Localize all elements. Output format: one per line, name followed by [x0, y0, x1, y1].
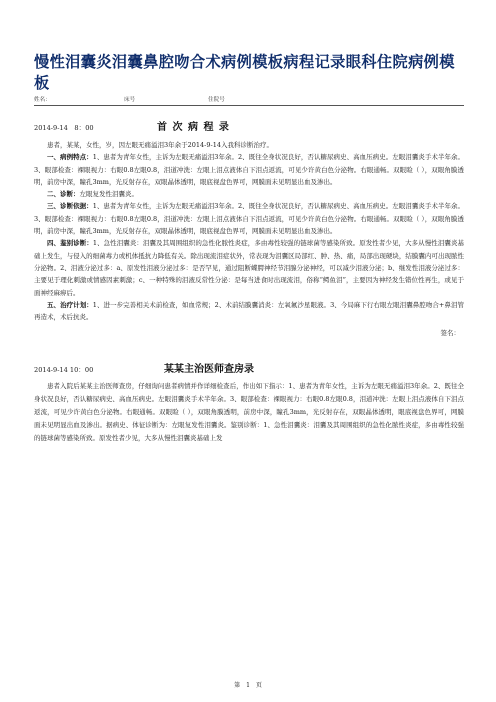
document-title: 慢性泪囊炎泪囊鼻腔吻合术病例模板病程记录眼科住院病例模板	[34, 53, 455, 92]
name-field-label: 姓名：	[34, 97, 51, 103]
first-record-title: 首 次 病 程 录	[157, 122, 230, 133]
document-page	[34, 52, 464, 444]
admission-field-label: 住院号	[208, 97, 225, 103]
section-diagnosis-basis	[34, 200, 464, 237]
page-number: 第 1 页	[234, 682, 262, 689]
section-label: 一、病例特点：	[47, 153, 93, 162]
bed-field-label: 床号	[124, 97, 136, 103]
first-record-intro: 患者，某某，女性，岁，因左眼无痛溢泪3年余于2014-9-14入我科诊断治疗。	[47, 141, 273, 149]
section-label: 五、治疗计划：	[47, 300, 93, 309]
section-text: 1、进一步完善相关术前检查，如血常规；2、术前结膜囊消炎：左氧氟沙星眼液。3、今局麻下行右眼左眼泪囊鼻腔吻合+鼻泪管再造术，术后抗炎。	[34, 300, 464, 322]
patient-meta-row	[34, 95, 464, 106]
section-case-features	[34, 151, 464, 188]
second-record-date: 2014-9-14 10：00	[34, 366, 94, 375]
second-record-title: 某某主治医师查房录	[164, 364, 254, 376]
section-label: 四、鉴别诊断：	[47, 239, 93, 248]
section-text: 1、患者为青年女性，主诉为左眼无痛溢泪3年余。2、既往全身状况良好，否认糖尿病史、高血压病史。左眼泪囊炎手术半年余。3、眼部检查：裸眼视力：右眼0.8左眼0.8，泪道冲洗：左眼上泪点液体自下泪点返流，可见少许黄白色分泌物。右眼通畅。双眼睑（ ），双眼角膜透明，前房中深，瞳孔3mm，光反射存在，双眼晶体透明，眼底视盘色界可，网膜面未见明显出血及渗出。	[34, 153, 464, 186]
second-record-text: 患者入院后某某主治医师查房，仔细询问患者病情并作详细检查后，作出如下指示：1、患者为青年女性，主诉为左眼无痛溢泪3年余。2、既往全身状况良好，否认糖尿病史、高血压病史。左眼泪囊炎手术半年余。3、眼部检查：裸眼视力：右眼0.8左眼0.8，泪道冲洗：左眼上泪点液体自下泪点返流，可见少许黄白色分泌物。右眼通畅。双眼睑（ ），双眼角膜透明，前房中深，瞳孔3mm，光反射存在，双眼晶体透明，眼底视盘色界可，网膜面未见明显出血及渗出。据病史、体征诊断为：左眼复发性泪囊炎。鉴别诊断：1、急性泪囊炎：泪囊及其周围组织的急性化脓性炎症，多由毒性较强的链球菌等感染所致。原发性者少见，大多从慢性泪囊炎基础上发	[34, 382, 464, 442]
section-diagnosis	[34, 188, 464, 200]
section-text: 1、急性泪囊炎：泪囊及其周围组织的急性化脓性炎症，多由毒性较强的链球菌等感染所致。原发性者少见，大多从慢性泪囊炎基础上发生，与侵入的细菌毒力或机体抵抗力降低有关。除出现流泪症状外，常表现为泪囊区局部红、肿、热、痛，局部出现硬块，结膜囊内可出现脓性分泌物。2、泪液分泌过多：a、原发性泪液分泌过多：是否罕见，通过阻断蝶腭神经节泪腺分泌神经，可以减少泪液分泌；b、继发性泪液分泌过多：主要见于理化刺激或情感因素刺激；c、一种特殊的泪液反常性分泌：是每当进食时出现流泪，俗称“鳄鱼泪”，主要因为神经发生错位性再生，或见于面神经麻痹后。	[34, 239, 464, 297]
section-differential-diagnosis	[34, 237, 464, 298]
first-record-header	[34, 118, 464, 133]
section-treatment-plan	[34, 299, 464, 324]
first-record-date: 2014-9-14 8：00	[34, 124, 94, 132]
signature-label: 签名：	[440, 329, 460, 338]
second-record-header	[34, 360, 464, 375]
section-label: 二、诊断：	[47, 190, 80, 199]
section-label: 三、诊断依据：	[47, 202, 93, 211]
section-text: 1、患者为青年女性，主诉为左眼无痛溢泪3年余。2、既往全身状况良好，否认糖尿病史、高血压病史。左眼泪囊炎手术半年余。3、眼部检查：裸眼视力：右眼0.8左眼0.8，泪道冲洗：左眼上泪点液体自下泪点返流，可见少许黄白色分泌物。右眼通畅。双眼睑（ ），双眼角膜透明，前房中深，瞳孔3mm，光反射存在，双眼晶体透明，眼底视盘色界可，网膜面未见明显出血及渗出。	[34, 202, 464, 236]
section-text: 左眼复发性泪囊炎。	[79, 190, 138, 199]
